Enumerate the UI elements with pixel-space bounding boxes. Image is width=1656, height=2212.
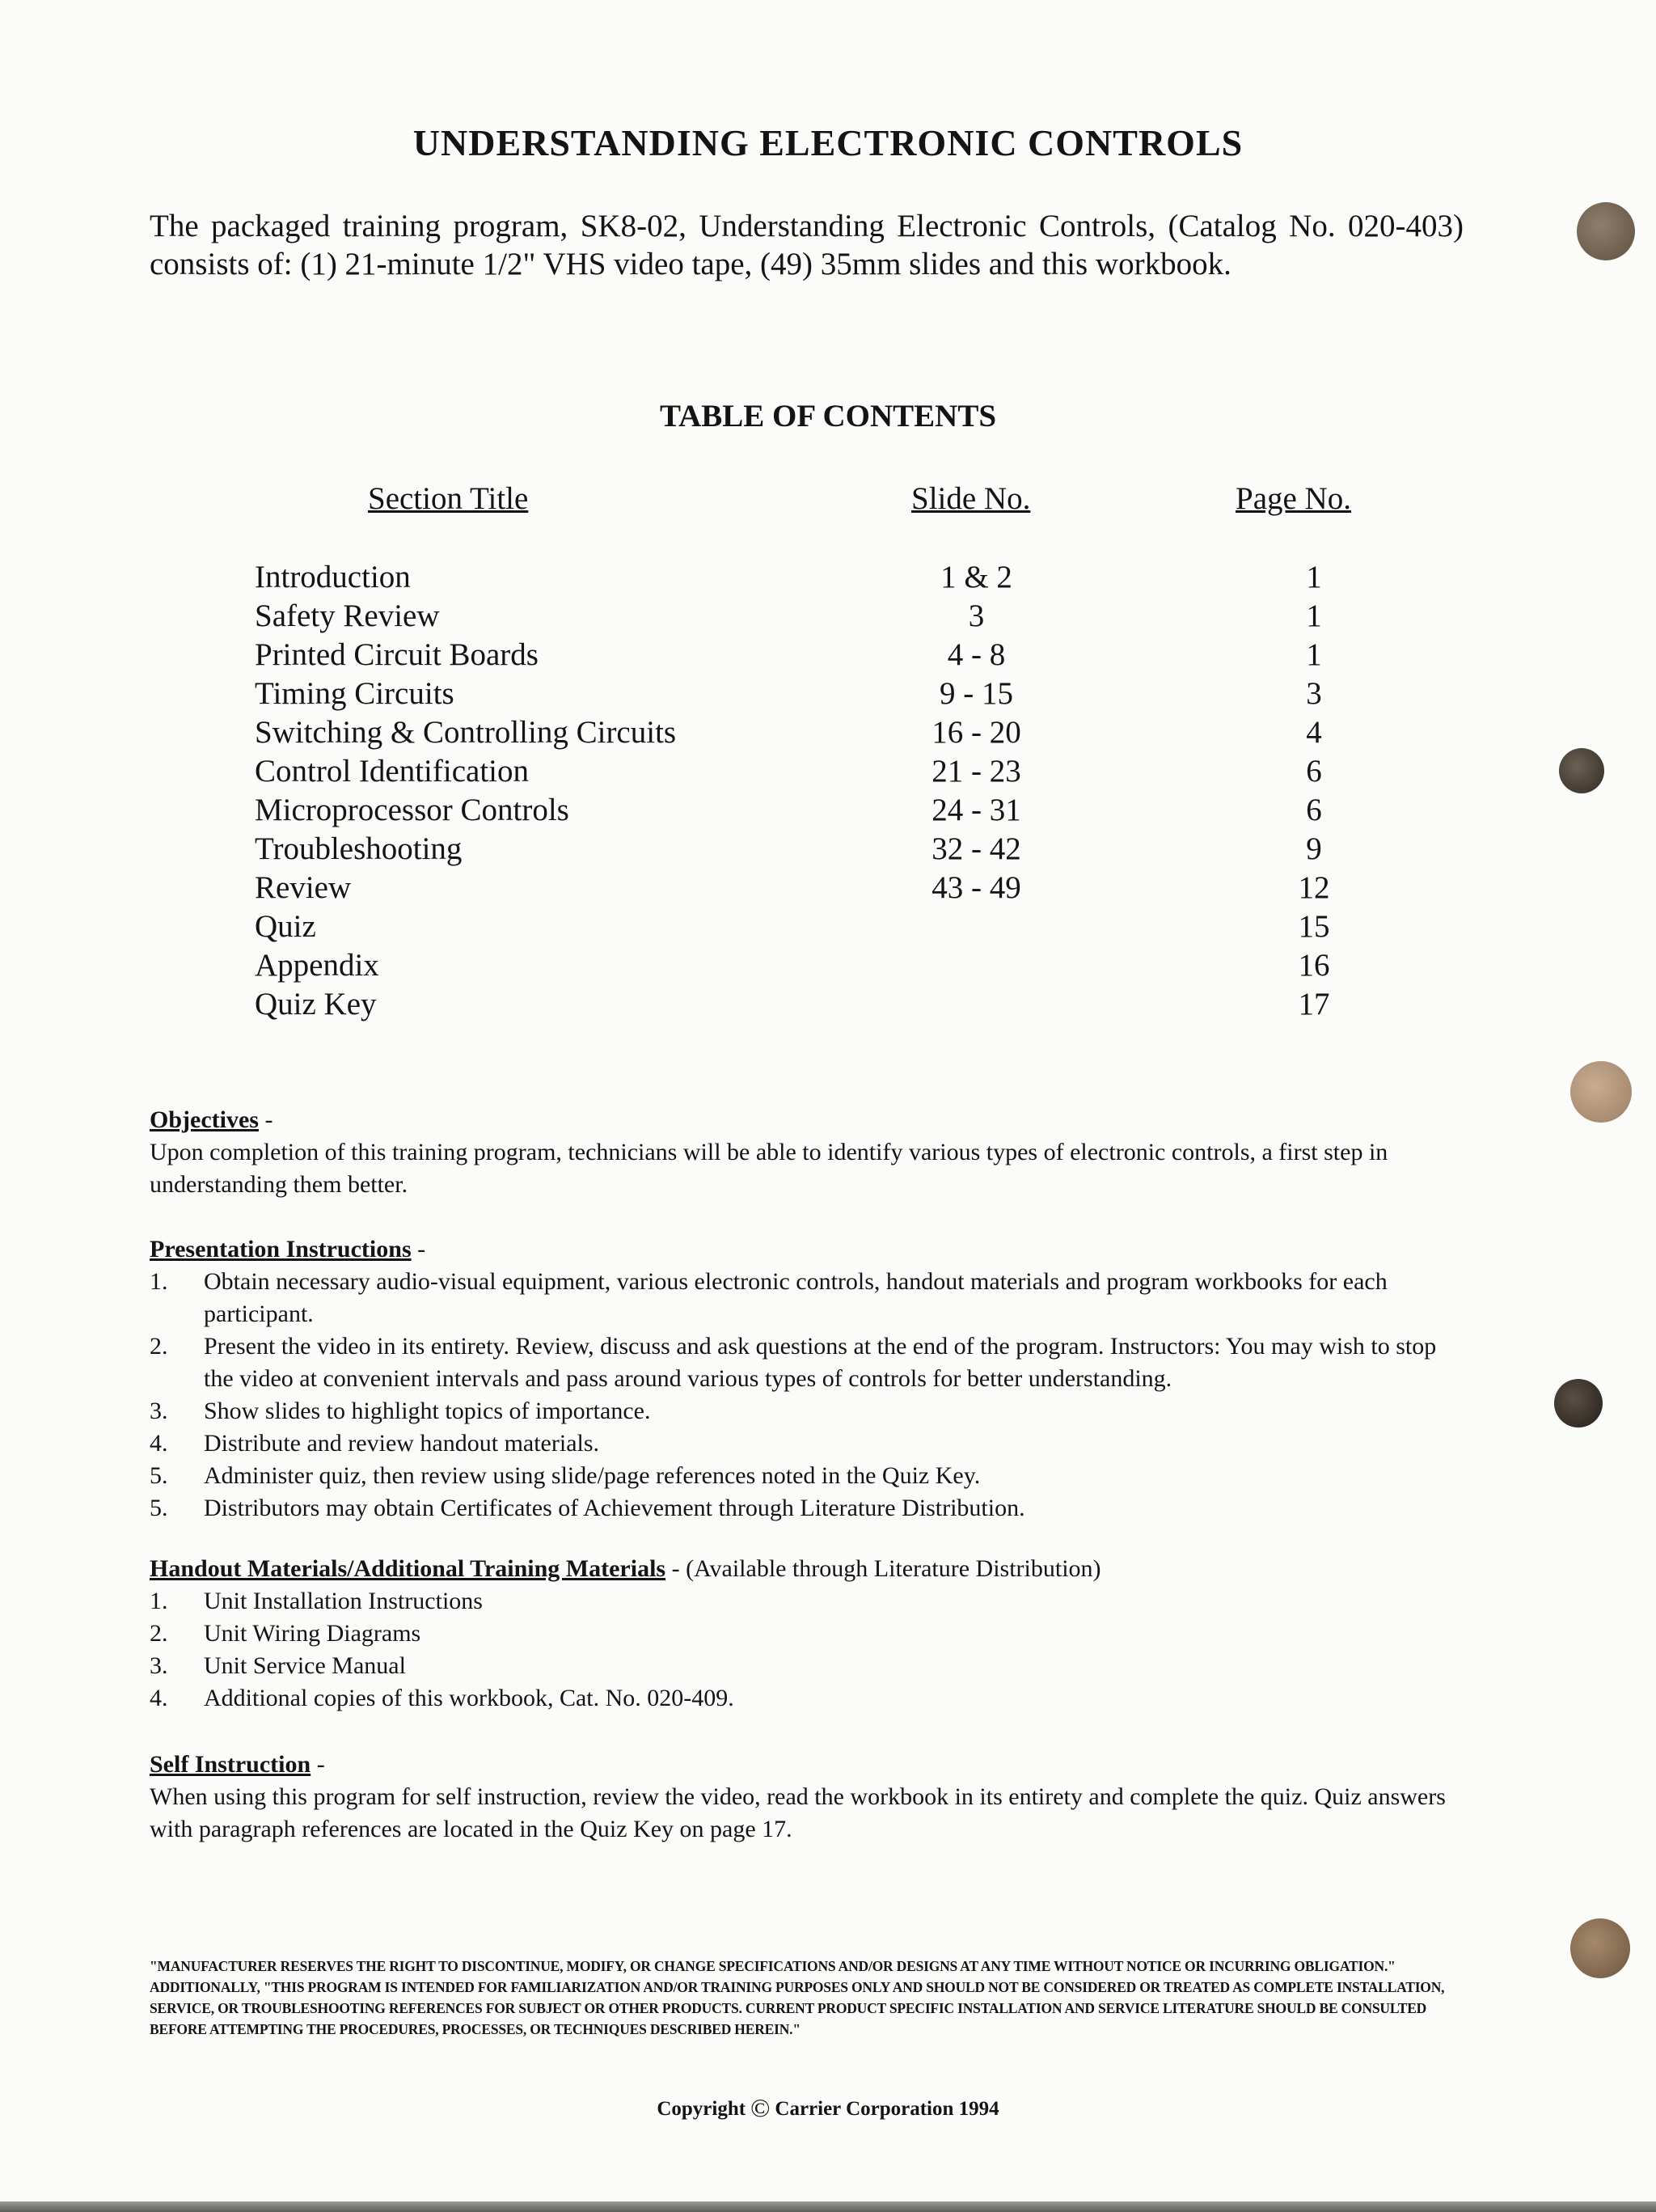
item-number: 4.	[150, 1685, 168, 1711]
toc-slide: 43 - 49	[932, 870, 1021, 905]
toc-page: 15	[1298, 909, 1330, 944]
toc-row	[0, 869, 1656, 907]
intro-paragraph: The packaged training program, SK8-02, Understanding Electronic Controls, (Catalog No. 020-403) consists of: (1) 21-minute 1/2" VHS video tape, (49) 35mm slides and this workbook.	[150, 209, 1464, 281]
self-instruction-section	[150, 1749, 1464, 1846]
toc-page: 6	[1306, 793, 1322, 827]
item-text: Unit Wiring Diagrams	[204, 1620, 421, 1647]
item-number: 1.	[150, 1268, 168, 1295]
toc-row	[0, 636, 1656, 675]
item-text: Present the video in its entirety. Review, discuss and ask questions at the end of the program. Instructors: You may wish to stop the video at convenient intervals and pass around various types of controls for better understanding.	[204, 1333, 1437, 1392]
toc-section: Control Identification	[255, 754, 530, 789]
toc-page: 3	[1306, 676, 1322, 711]
scan-edge	[0, 2201, 1656, 2212]
handout-list	[150, 1585, 1464, 1715]
toc-row	[0, 946, 1656, 985]
toc-header-section: Section Title	[368, 481, 529, 516]
toc-section: Switching & Controlling Circuits	[255, 715, 677, 750]
list-item	[150, 1492, 1464, 1525]
handout-dash: - (Available through Literature Distribution)	[665, 1555, 1101, 1582]
punch-hole-icon	[1570, 1061, 1632, 1123]
copyright-icon: ©	[750, 2093, 771, 2122]
toc-slide: 1 & 2	[940, 560, 1012, 594]
list-item	[150, 1427, 1464, 1460]
toc-slide: 3	[968, 598, 985, 633]
toc-section: Quiz Key	[255, 987, 377, 1021]
item-number: 3.	[150, 1652, 168, 1679]
toc-slide: 4 - 8	[947, 637, 1006, 672]
objectives-section	[150, 1104, 1464, 1201]
toc-page: 1	[1306, 598, 1322, 633]
item-text: Distribute and review handout materials.	[204, 1430, 600, 1457]
item-number: 2.	[150, 1620, 168, 1647]
copyright-line	[0, 2093, 1656, 2123]
item-text: Show slides to highlight topics of importance.	[204, 1398, 651, 1424]
item-number: 5.	[150, 1462, 168, 1489]
toc-section: Microprocessor Controls	[255, 793, 569, 827]
item-number: 3.	[150, 1398, 168, 1424]
toc-page: 1	[1306, 637, 1322, 672]
toc-row	[0, 558, 1656, 597]
self-instruction-dash: -	[310, 1751, 325, 1778]
objectives-dash: -	[258, 1106, 273, 1133]
toc-section: Printed Circuit Boards	[255, 637, 539, 672]
toc-slide: 9 - 15	[940, 676, 1013, 711]
toc-section: Review	[255, 870, 352, 905]
toc-section: Troubleshooting	[255, 831, 463, 866]
toc-slide: 16 - 20	[932, 715, 1021, 750]
toc-section: Introduction	[255, 560, 411, 594]
item-number: 2.	[150, 1333, 168, 1360]
item-text: Obtain necessary audio-visual equipment, various electronic controls, handout materials and program workbooks for each participant.	[204, 1268, 1388, 1327]
copyright-prefix: Copyright	[657, 2098, 746, 2120]
toc-row	[0, 597, 1656, 636]
punch-hole-icon	[1554, 1379, 1603, 1427]
objectives-text: Upon completion of this training program, technicians will be able to identify various types of electronic controls, a first step in understanding them better.	[150, 1139, 1388, 1198]
document-title: UNDERSTANDING ELECTRONIC CONTROLS	[412, 122, 1244, 163]
item-text: Additional copies of this workbook, Cat. No. 020-409.	[204, 1685, 734, 1711]
toc-page: 9	[1306, 831, 1322, 866]
toc-title: TABLE OF CONTENTS	[659, 399, 997, 434]
toc-row	[0, 791, 1656, 830]
punch-hole-icon	[1570, 1918, 1630, 1978]
toc-page: 1	[1306, 560, 1322, 594]
toc-header-slide: Slide No.	[911, 481, 1031, 516]
toc-page: 16	[1298, 948, 1330, 983]
presentation-list	[150, 1266, 1464, 1525]
toc-table	[0, 558, 1656, 1024]
item-number: 1.	[150, 1588, 168, 1614]
list-item	[150, 1650, 1464, 1682]
disclaimer-text: "MANUFACTURER RESERVES THE RIGHT TO DISCONTINUE, MODIFY, OR CHANGE SPECIFICATIONS AND/OR DESIGNS AT ANY TIME WITHOUT NOTICE OR INCURRING OBLIGATION." ADDITIONALLY, "THIS PROGRAM IS INTENDED FOR FAMILIARIZATION AND/OR TRAINING PURPOSES ONLY AND SHOULD NOT BE CONSIDERED OR TREATED AS COMPLETE INSTALLATION, SERVICE, OR TROUBLESHOOTING REFERENCES FOR SUBJECT OR OTHER PRODUCTS. CURRENT PRODUCT SPECIFIC INSTALLATION AND SERVICE LITERATURE SHOULD BE CONSULTED BEFORE ATTEMPTING THE PROCEDURES, PROCESSES, OR TECHNIQUES DESCRIBED HEREIN."	[150, 1958, 1445, 2037]
toc-row	[0, 752, 1656, 791]
list-item	[150, 1682, 1464, 1715]
list-item	[150, 1585, 1464, 1618]
toc-page: 12	[1298, 870, 1330, 905]
copyright-owner: Carrier Corporation 1994	[775, 2098, 999, 2120]
toc-header-page: Page No.	[1236, 481, 1351, 516]
presentation-heading: Presentation Instructions	[150, 1236, 412, 1262]
toc-page: 4	[1306, 715, 1322, 750]
item-text: Unit Installation Instructions	[204, 1588, 483, 1614]
toc-page: 17	[1298, 987, 1330, 1021]
toc-section: Appendix	[255, 948, 379, 983]
self-instruction-text: When using this program for self instruction, review the video, read the workbook in its entirety and complete the quiz. Quiz answers with paragraph references are located in the Quiz Key on page 17.	[150, 1783, 1446, 1842]
list-item	[150, 1618, 1464, 1650]
objectives-heading: Objectives	[150, 1106, 259, 1133]
self-instruction-heading: Self Instruction	[150, 1751, 311, 1778]
item-text: Distributors may obtain Certificates of Achievement through Literature Distribution.	[204, 1495, 1025, 1521]
toc-section: Quiz	[255, 909, 316, 944]
toc-slide: 21 - 23	[932, 754, 1021, 789]
item-text: Unit Service Manual	[204, 1652, 406, 1679]
presentation-dash: -	[411, 1236, 426, 1262]
toc-row	[0, 907, 1656, 946]
toc-section: Timing Circuits	[255, 676, 454, 711]
list-item	[150, 1460, 1464, 1492]
item-number: 5.	[150, 1495, 168, 1521]
toc-row	[0, 830, 1656, 869]
toc-slide: 24 - 31	[932, 793, 1021, 827]
presentation-section	[150, 1233, 1464, 1525]
toc-page: 6	[1306, 754, 1322, 789]
toc-row	[0, 985, 1656, 1024]
handout-section	[150, 1553, 1464, 1715]
item-text: Administer quiz, then review using slide/page references noted in the Quiz Key.	[204, 1462, 981, 1489]
toc-slide: 32 - 42	[932, 831, 1021, 866]
toc-row	[0, 713, 1656, 752]
handout-heading: Handout Materials/Additional Training Materials	[150, 1555, 666, 1582]
toc-row	[0, 675, 1656, 713]
list-item	[150, 1266, 1464, 1330]
item-number: 4.	[150, 1430, 168, 1457]
toc-section: Safety Review	[255, 598, 440, 633]
list-item	[150, 1395, 1464, 1427]
list-item	[150, 1330, 1464, 1395]
punch-hole-icon	[1559, 748, 1604, 793]
punch-hole-icon	[1577, 202, 1635, 260]
